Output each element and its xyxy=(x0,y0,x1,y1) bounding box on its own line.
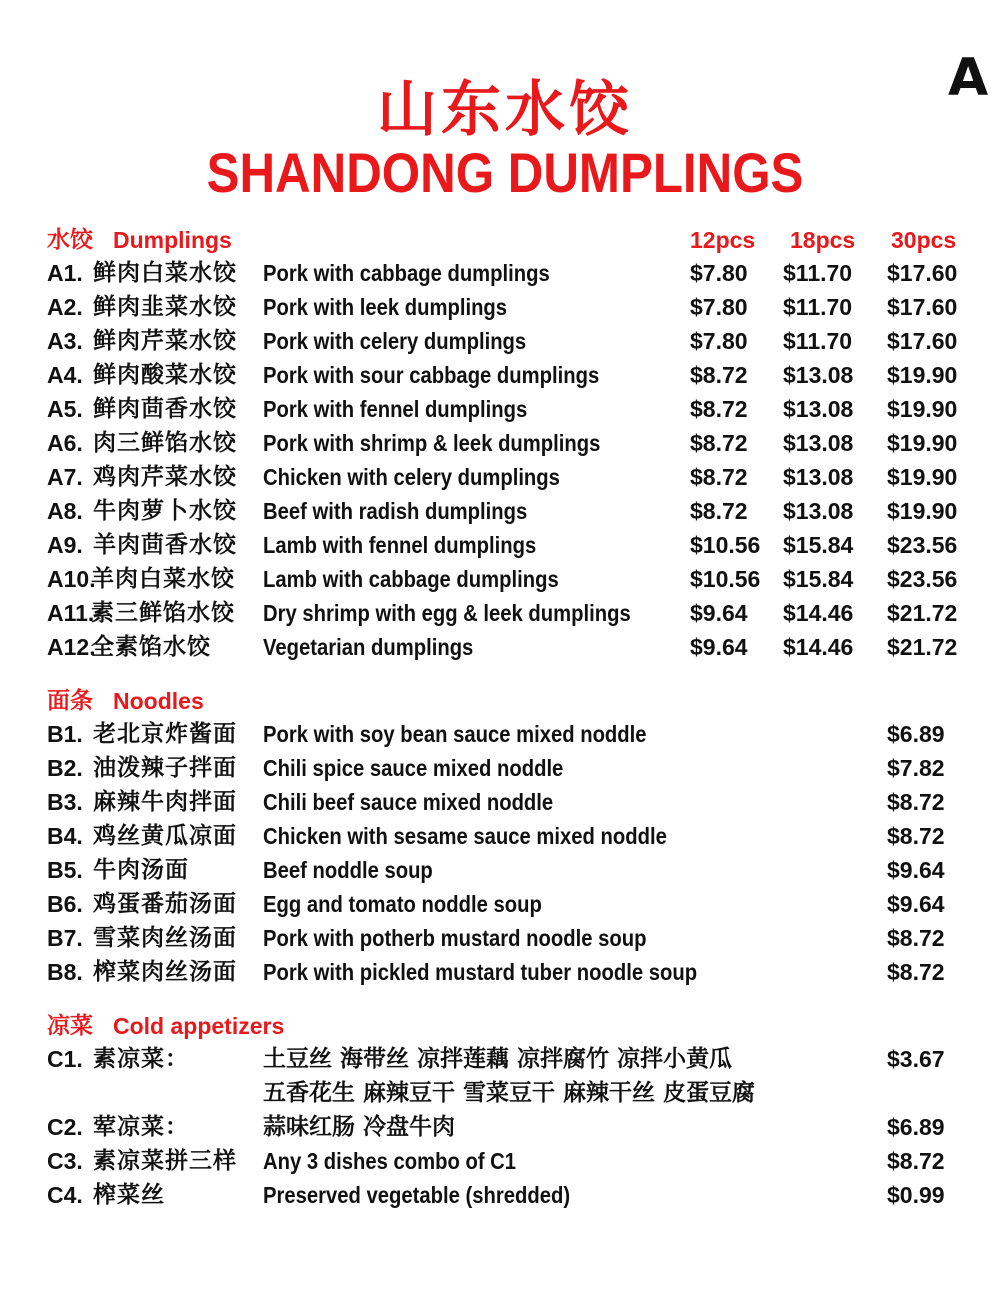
item-name-en-text: Beef with radish dumplings xyxy=(263,498,528,524)
item-code: B4. xyxy=(47,823,83,849)
item-price-12pcs: $8.72 xyxy=(690,498,748,524)
item-name-en-text: Dry shrimp with egg & leek dumplings xyxy=(263,600,631,626)
item-name-en xyxy=(263,256,589,290)
item-price-12pcs: $8.72 xyxy=(690,396,748,422)
section-title-cn: 凉菜 xyxy=(47,1013,93,1039)
item-code: B5. xyxy=(47,857,83,883)
item-name-en xyxy=(263,717,699,751)
item-name-en-text: Pork with shrimp & leek dumplings xyxy=(263,430,601,456)
item-price-12pcs: $7.80 xyxy=(690,260,748,286)
section-title-cn: 水饺 xyxy=(47,227,93,253)
item-code: C4. xyxy=(47,1182,83,1208)
section-title-en: Noodles xyxy=(113,688,204,714)
item-name-cn: 老北京炸酱面 xyxy=(93,721,237,747)
item-price-18pcs: $11.70 xyxy=(783,294,853,320)
item-price: $0.99 xyxy=(887,1182,945,1208)
item-name-cn: 素三鲜馅水饺 xyxy=(91,600,235,626)
item-price-30pcs: $23.56 xyxy=(887,532,958,558)
item-name-en-text: Vegetarian dumplings xyxy=(263,634,474,660)
item-name-cn: 素凉菜： xyxy=(93,1046,189,1072)
item-price-18pcs: $13.08 xyxy=(783,362,854,388)
menu-item-a12 xyxy=(47,630,977,664)
item-code: A2. xyxy=(47,294,83,320)
item-price: $8.72 xyxy=(887,1148,945,1174)
item-price-18pcs: $13.08 xyxy=(783,396,854,422)
item-code: A6. xyxy=(47,430,83,456)
item-dishes-line2: 五香花生 麻辣豆干 雪菜豆干 麻辣干丝 皮蛋豆腐 xyxy=(263,1080,756,1106)
item-name-en-text: Pork with pickled mustard tuber noodle soup xyxy=(263,959,698,985)
item-price-30pcs: $19.90 xyxy=(887,498,958,524)
item-code: C2. xyxy=(47,1114,83,1140)
item-code: A11. xyxy=(47,600,95,626)
menu-item-a8 xyxy=(47,494,977,528)
item-code: A9. xyxy=(47,532,83,558)
section-header-noodles xyxy=(47,684,977,718)
menu-item-b8 xyxy=(47,955,977,989)
item-name-cn: 榨菜丝 xyxy=(93,1182,165,1208)
section-title-en: Dumplings xyxy=(113,227,232,253)
item-price: $8.72 xyxy=(887,823,945,849)
menu-item-a9 xyxy=(47,528,977,562)
title-english: SHANDONG DUMPLINGS xyxy=(206,141,804,204)
item-price-18pcs: $15.84 xyxy=(783,532,854,558)
item-code: B8. xyxy=(47,959,83,985)
section-header-cold xyxy=(47,1009,977,1043)
item-price-18pcs: $14.46 xyxy=(783,634,854,660)
item-code: A5. xyxy=(47,396,83,422)
menu-item-c1 xyxy=(47,1042,977,1076)
item-code: A8. xyxy=(47,498,83,524)
item-name-cn: 牛肉萝卜水饺 xyxy=(93,498,237,524)
menu-item-a10 xyxy=(47,562,977,596)
item-name-en-text: Beef noddle soup xyxy=(263,857,433,883)
section-title-en: Cold appetizers xyxy=(113,1013,285,1039)
menu-item-a7 xyxy=(47,460,977,494)
menu-item-a11 xyxy=(47,596,977,630)
item-price-30pcs: $21.72 xyxy=(887,600,958,626)
item-name-en xyxy=(263,528,574,562)
item-name-en xyxy=(263,290,540,324)
menu-item-c2 xyxy=(47,1110,977,1144)
item-name-en-text: Pork with soy bean sauce mixed noddle xyxy=(263,721,647,747)
item-name-en-text: Chicken with celery dumplings xyxy=(263,464,560,490)
item-price: $8.72 xyxy=(887,959,945,985)
item-name-en-text: Egg and tomato noddle soup xyxy=(263,891,542,917)
item-price-12pcs: $8.72 xyxy=(690,464,748,490)
menu-item-b3 xyxy=(47,785,977,819)
menu-item-a1 xyxy=(47,256,977,290)
item-code: B7. xyxy=(47,925,83,951)
item-name-en xyxy=(263,819,722,853)
item-price-30pcs: $17.60 xyxy=(887,294,958,320)
item-price-12pcs: $9.64 xyxy=(690,600,748,626)
item-name-en xyxy=(263,1144,551,1178)
item-code: A10. xyxy=(47,566,96,592)
item-code: B6. xyxy=(47,891,83,917)
item-price-30pcs: $17.60 xyxy=(887,260,958,286)
item-price: $6.89 xyxy=(887,1114,945,1140)
item-price-12pcs: $8.72 xyxy=(690,430,748,456)
size-header-12: 12pcs xyxy=(690,227,756,253)
item-price: $6.89 xyxy=(887,721,945,747)
item-price-12pcs: $10.56 xyxy=(690,532,761,558)
page-letter: A xyxy=(948,48,989,108)
item-code: A3. xyxy=(47,328,83,354)
item-price: $8.72 xyxy=(887,789,945,815)
item-name-cn: 羊肉白菜水饺 xyxy=(91,566,235,592)
menu-item-a4 xyxy=(47,358,977,392)
item-code: A12. xyxy=(47,634,96,660)
item-name-cn: 油泼辣子拌面 xyxy=(93,755,237,781)
menu-item-a3 xyxy=(47,324,977,358)
item-price-18pcs: $13.08 xyxy=(783,498,854,524)
item-name-cn: 鲜肉酸菜水饺 xyxy=(93,362,237,388)
item-name-en xyxy=(263,921,699,955)
item-name-en-text: Lamb with fennel dumplings xyxy=(263,532,537,558)
item-name-en xyxy=(263,630,502,664)
item-price-12pcs: $7.80 xyxy=(690,294,748,320)
item-name-en xyxy=(263,358,645,392)
menu-item-a2 xyxy=(47,290,977,324)
item-name-en xyxy=(263,392,563,426)
item-name-en xyxy=(263,324,562,358)
item-name-cn: 全素馅水饺 xyxy=(91,634,211,660)
item-price-18pcs: $11.70 xyxy=(783,328,853,354)
menu-item-b5 xyxy=(47,853,977,887)
item-name-en-text: Pork with sour cabbage dumplings xyxy=(263,362,600,388)
item-price-18pcs: $13.08 xyxy=(783,464,854,490)
item-name-en xyxy=(263,562,599,596)
item-price: $8.72 xyxy=(887,925,945,951)
item-name-en-text: Pork with fennel dumplings xyxy=(263,396,528,422)
section-header-dumplings xyxy=(47,223,977,257)
item-price-12pcs: $7.80 xyxy=(690,328,748,354)
item-price-30pcs: $17.60 xyxy=(887,328,958,354)
item-price-30pcs: $21.72 xyxy=(887,634,958,660)
item-price-18pcs: $11.70 xyxy=(783,260,853,286)
item-price: $9.64 xyxy=(887,857,945,883)
item-name-en xyxy=(263,494,563,528)
item-price-30pcs: $19.90 xyxy=(887,430,958,456)
item-name-en xyxy=(263,785,593,819)
item-dishes: 蒜味红肠 冷盘牛肉 xyxy=(263,1114,456,1140)
item-name-cn: 牛肉汤面 xyxy=(93,857,189,883)
item-code: C1. xyxy=(47,1046,83,1072)
item-name-en-text: Pork with cabbage dumplings xyxy=(263,260,550,286)
item-name-en-text: Pork with potherb mustard noodle soup xyxy=(263,925,647,951)
item-name-en xyxy=(263,955,756,989)
item-name-cn: 鲜肉白菜水饺 xyxy=(93,260,237,286)
item-name-cn: 羊肉茴香水饺 xyxy=(93,532,237,558)
item-name-cn: 鸡肉芹菜水饺 xyxy=(93,464,237,490)
item-name-en xyxy=(263,853,456,887)
item-name-cn: 鲜肉茴香水饺 xyxy=(93,396,237,422)
item-name-en-text: Pork with leek dumplings xyxy=(263,294,508,320)
item-price-30pcs: $19.90 xyxy=(887,396,958,422)
item-name-en-text: Chili beef sauce mixed noddle xyxy=(263,789,554,815)
item-price: $3.67 xyxy=(887,1046,945,1072)
menu-item-b7 xyxy=(47,921,977,955)
item-name-cn: 荤凉菜： xyxy=(93,1114,189,1140)
item-name-cn: 鲜肉韭菜水饺 xyxy=(93,294,237,320)
item-name-cn: 肉三鲜馅水饺 xyxy=(93,430,237,456)
item-price-30pcs: $19.90 xyxy=(887,362,958,388)
item-name-en-text: Chili spice sauce mixed noddle xyxy=(263,755,564,781)
item-code: B2. xyxy=(47,755,83,781)
item-price-30pcs: $19.90 xyxy=(887,464,958,490)
item-name-cn: 素凉菜拼三样 xyxy=(93,1148,237,1174)
item-price-18pcs: $13.08 xyxy=(783,430,854,456)
title-chinese: 山东水饺 xyxy=(377,75,633,145)
item-price-12pcs: $9.64 xyxy=(690,634,748,660)
menu-item-b4 xyxy=(47,819,977,853)
item-name-cn: 雪菜肉丝汤面 xyxy=(93,925,237,951)
item-name-en-text: Chicken with sesame sauce mixed noddle xyxy=(263,823,667,849)
item-name-en-text: Pork with celery dumplings xyxy=(263,328,527,354)
menu-item-a5 xyxy=(47,392,977,426)
menu-item-a6 xyxy=(47,426,977,460)
menu-item-b1 xyxy=(47,717,977,751)
item-name-cn: 鸡丝黄瓜凉面 xyxy=(93,823,237,849)
menu-item-c4 xyxy=(47,1178,977,1212)
item-price: $7.82 xyxy=(887,755,945,781)
item-price: $9.64 xyxy=(887,891,945,917)
item-name-en xyxy=(263,460,600,494)
item-name-en-text: Any 3 dishes combo of C1 xyxy=(263,1148,517,1174)
menu-item-c1-continued xyxy=(47,1076,977,1110)
item-price-18pcs: $15.84 xyxy=(783,566,854,592)
item-code: A1. xyxy=(47,260,83,286)
item-name-cn: 鲜肉芹菜水饺 xyxy=(93,328,237,354)
item-name-en xyxy=(263,1178,612,1212)
size-header-30: 30pcs xyxy=(891,227,957,253)
item-name-en xyxy=(263,751,604,785)
item-code: A4. xyxy=(47,362,83,388)
item-code: A7. xyxy=(47,464,83,490)
item-price-18pcs: $14.46 xyxy=(783,600,854,626)
item-name-en-text: Preserved vegetable (shredded) xyxy=(263,1182,571,1208)
item-code: B1. xyxy=(47,721,83,747)
size-header-18: 18pcs xyxy=(790,227,856,253)
item-name-cn: 榨菜肉丝汤面 xyxy=(93,959,237,985)
item-name-en xyxy=(263,596,681,630)
item-name-cn: 麻辣牛肉拌面 xyxy=(93,789,237,815)
item-price-12pcs: $10.56 xyxy=(690,566,761,592)
item-name-cn: 鸡蛋番茄汤面 xyxy=(93,891,237,917)
item-dishes-line1: 土豆丝 海带丝 凉拌莲藕 凉拌腐竹 凉拌小黄瓜 xyxy=(263,1046,733,1072)
item-price-12pcs: $8.72 xyxy=(690,362,748,388)
item-name-en xyxy=(263,426,646,460)
item-code: C3. xyxy=(47,1148,83,1174)
item-name-en xyxy=(263,887,580,921)
item-name-en-text: Lamb with cabbage dumplings xyxy=(263,566,559,592)
menu-item-c3 xyxy=(47,1144,977,1178)
menu-item-b2 xyxy=(47,751,977,785)
item-price-30pcs: $23.56 xyxy=(887,566,958,592)
section-title-cn: 面条 xyxy=(47,688,93,714)
menu-item-b6 xyxy=(47,887,977,921)
item-code: B3. xyxy=(47,789,83,815)
